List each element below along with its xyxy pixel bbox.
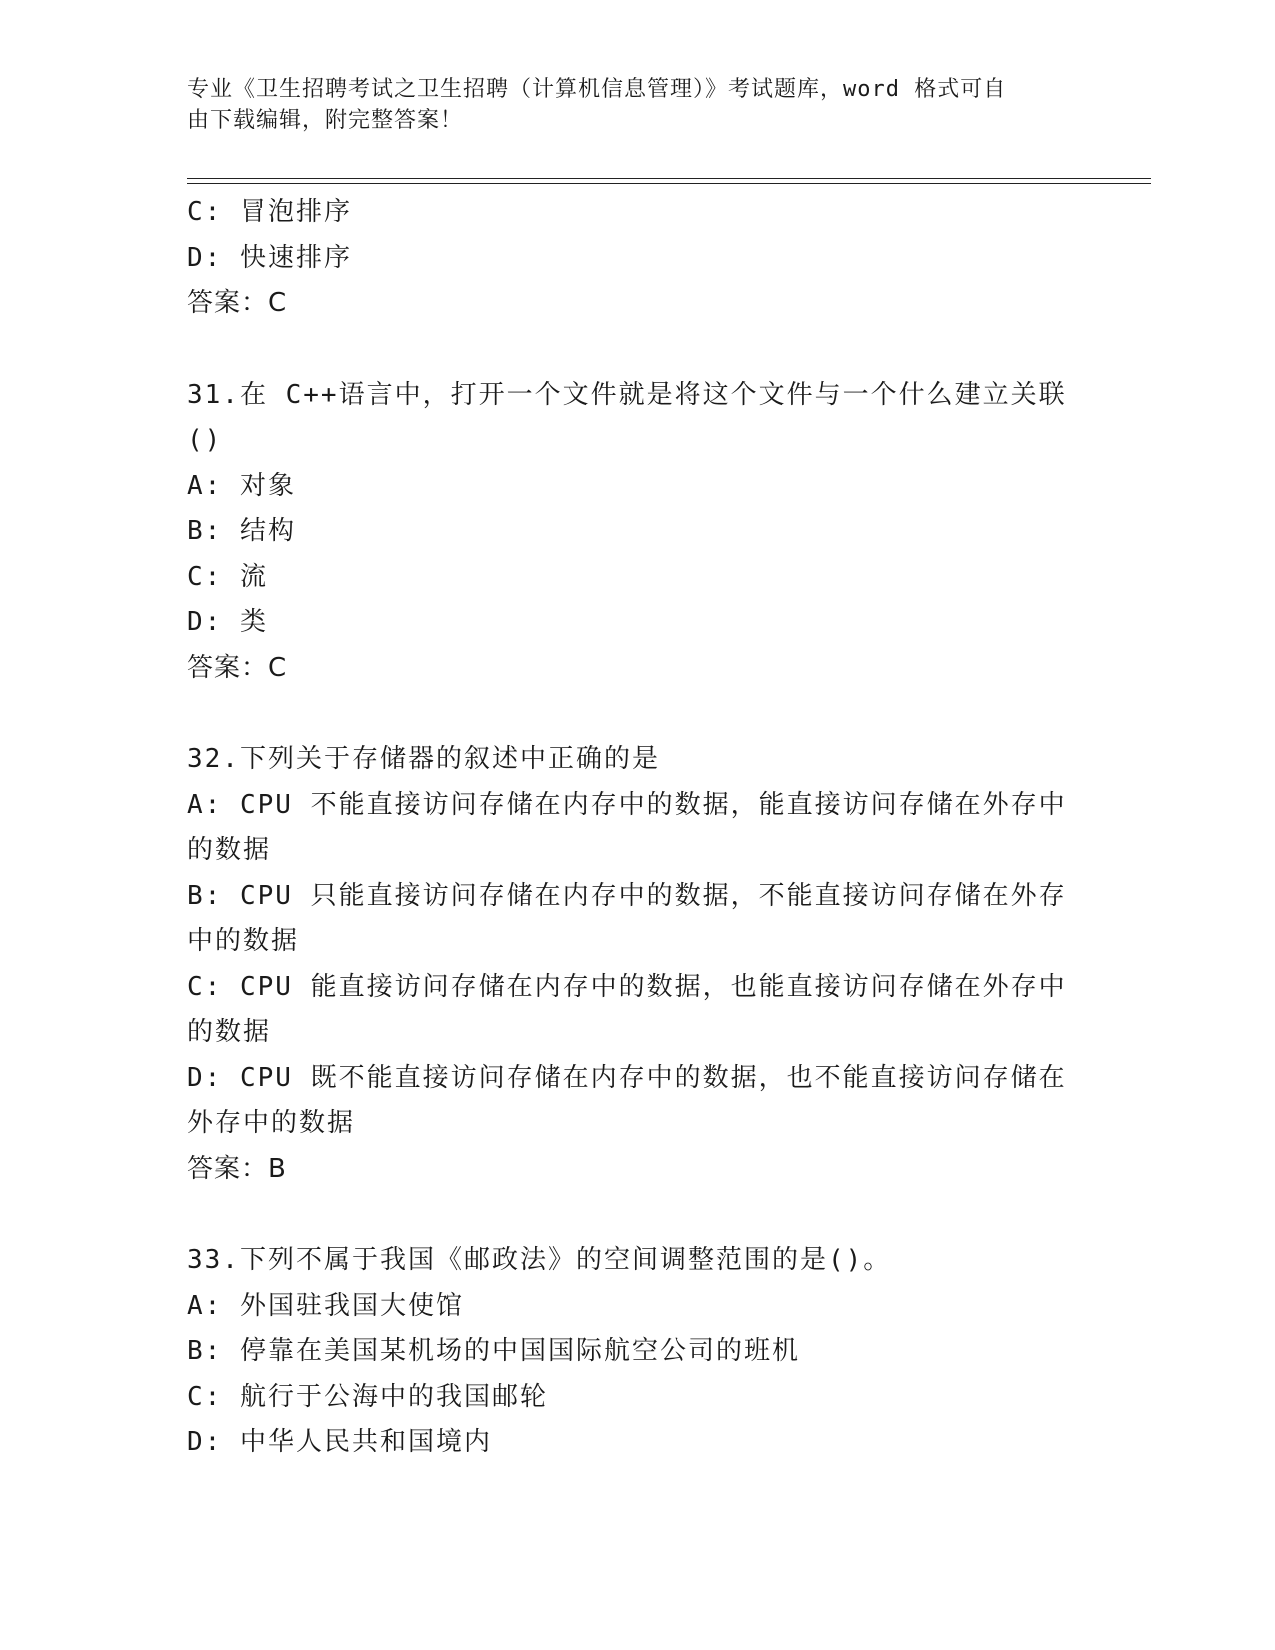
option-line: C: 冒泡排序	[187, 197, 352, 227]
header-line-2: 由下载编辑，附完整答案！	[187, 108, 464, 133]
option-line: 中的数据	[187, 926, 300, 956]
option-line: B: 停靠在美国某机场的中国国际航空公司的班机	[187, 1336, 800, 1366]
option-line: D: 类	[187, 607, 268, 637]
option-line: B: 结构	[187, 516, 296, 546]
option-line: 的数据	[187, 835, 272, 865]
page-header	[187, 74, 1067, 136]
header-divider-top	[187, 178, 1151, 179]
answer-line: 答案：C	[187, 288, 288, 318]
answer-line: 答案：B	[187, 1153, 287, 1184]
spacer	[187, 1192, 1067, 1238]
option-line: C: 流	[187, 561, 268, 592]
option-line: D: 中华人民共和国境内	[187, 1427, 492, 1457]
spacer	[187, 327, 1067, 373]
option-line: 的数据	[187, 1017, 272, 1047]
question-stem: ()	[187, 425, 223, 455]
option-line: B: CPU 只能直接访问存储在内存中的数据，不能直接访问存储在外存	[187, 880, 1067, 911]
option-line: D: CPU 既不能直接访问存储在内存中的数据，也不能直接访问存储在	[187, 1062, 1067, 1093]
option-line: 外存中的数据	[187, 1108, 356, 1138]
option-line: A: 外国驻我国大使馆	[187, 1290, 464, 1321]
option-line: A: 对象	[187, 470, 296, 501]
header-line-1: 专业《卫生招聘考试之卫生招聘（计算机信息管理）》考试题库，word 格式可自	[187, 77, 1007, 102]
option-line: C: CPU 能直接访问存储在内存中的数据，也能直接访问存储在外存中	[187, 971, 1067, 1002]
question-stem: 31.在 C++语言中，打开一个文件就是将这个文件与一个什么建立关联	[187, 379, 1067, 410]
header-divider-bottom	[187, 183, 1151, 184]
question-31	[187, 373, 1067, 692]
question-stem: 33.下列不属于我国《邮政法》的空间调整范围的是()。	[187, 1245, 892, 1275]
question-stem: 32.下列关于存储器的叙述中正确的是	[187, 744, 660, 774]
option-line: C: 航行于公海中的我国邮轮	[187, 1381, 548, 1412]
question-33	[187, 1238, 1067, 1466]
question-body	[187, 190, 1067, 1466]
answer-line: 答案：C	[187, 652, 288, 683]
option-line: D: 快速排序	[187, 242, 352, 273]
option-line: A: CPU 不能直接访问存储在内存中的数据，能直接访问存储在外存中	[187, 789, 1067, 820]
spacer	[187, 691, 1067, 737]
question-32	[187, 737, 1067, 1192]
